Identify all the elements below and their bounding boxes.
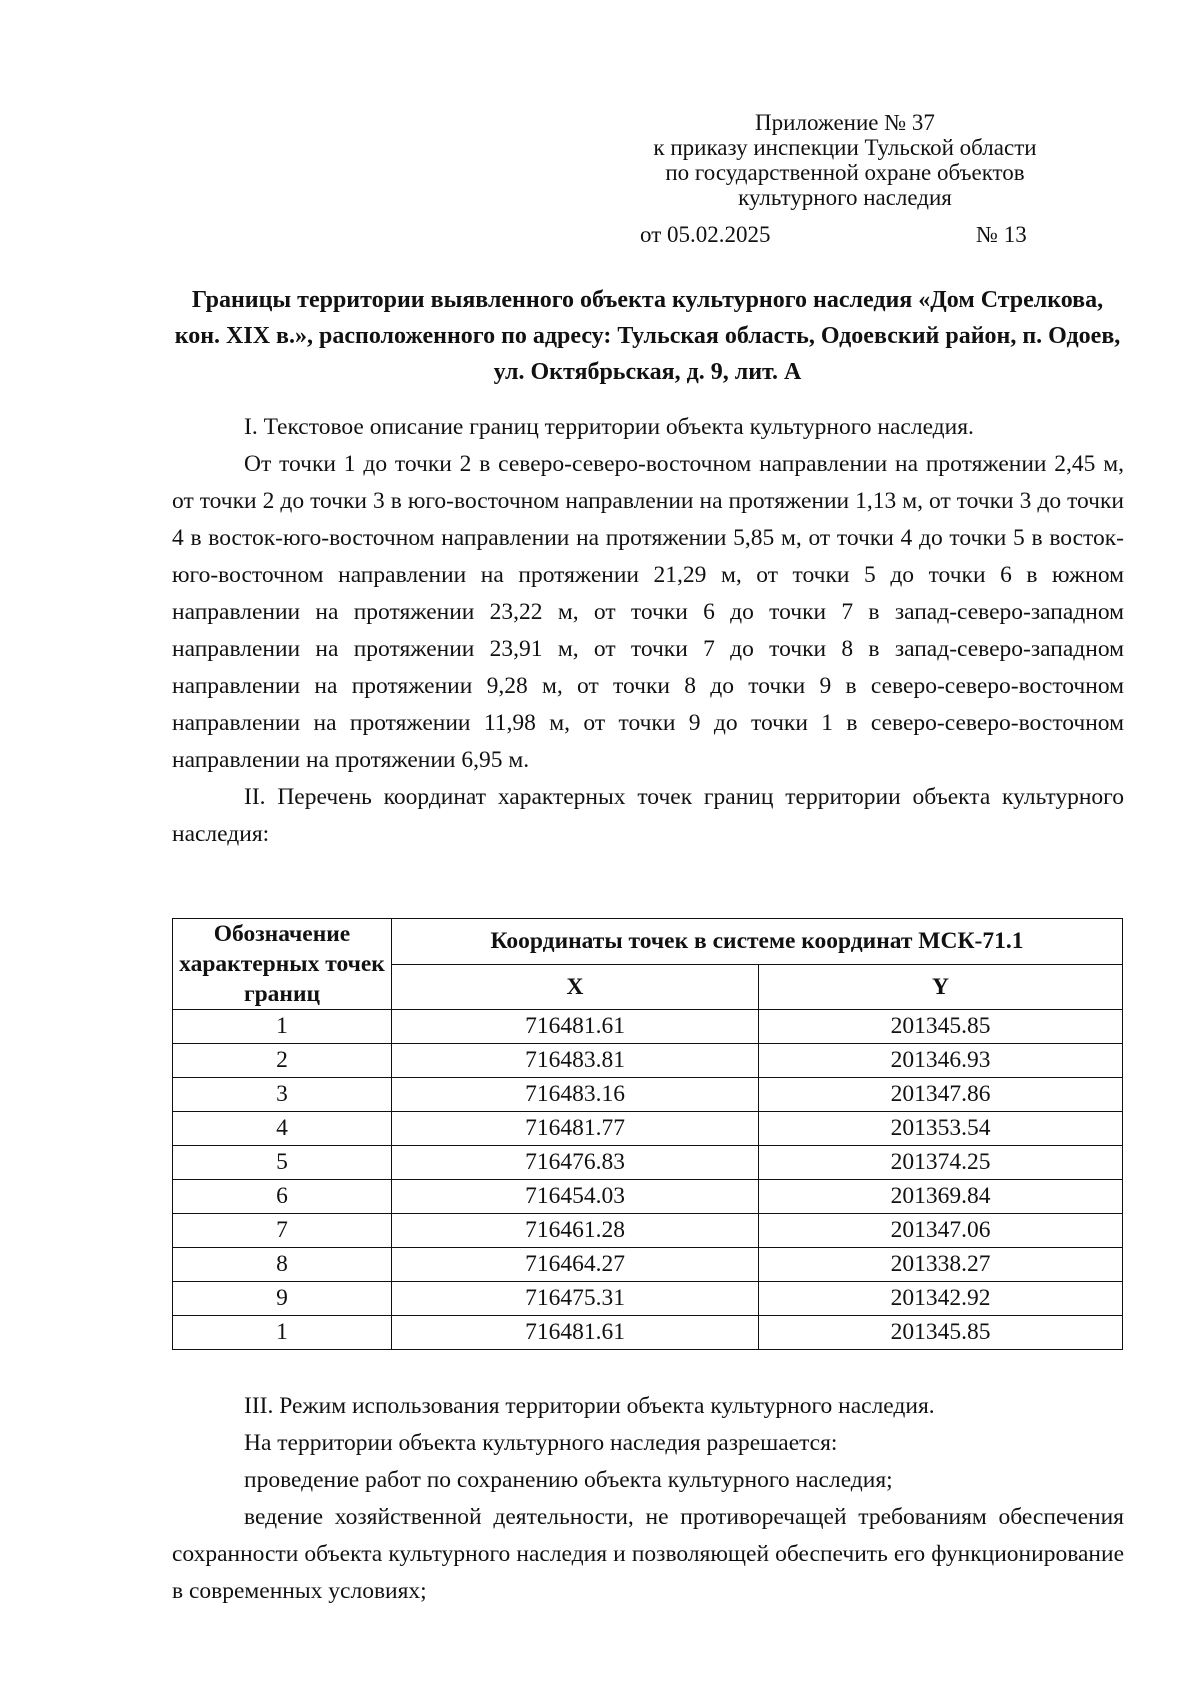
table-row	[173, 1214, 1123, 1248]
x-header: X	[392, 964, 759, 1010]
table-row	[173, 1282, 1123, 1316]
point-cell: 7	[173, 1214, 392, 1248]
x-cell: 716475.31	[392, 1282, 759, 1316]
y-cell: 201346.93	[759, 1044, 1123, 1078]
y-cell: 201347.86	[759, 1078, 1123, 1112]
coordinates-table	[172, 918, 1123, 1350]
appendix-line-agency: по государственной охране объектов	[665, 160, 1025, 185]
point-header: Обозначение характерных точек границ	[173, 919, 392, 1010]
y-header: Y	[759, 964, 1123, 1010]
point-cell: 8	[173, 1248, 392, 1282]
x-cell: 716481.61	[392, 1316, 759, 1350]
table-row	[173, 1146, 1123, 1180]
appendix-header	[585, 110, 1105, 210]
x-cell: 716481.77	[392, 1112, 759, 1146]
y-cell: 201338.27	[759, 1248, 1123, 1282]
point-cell: 1	[173, 1316, 392, 1350]
y-cell: 201353.54	[759, 1112, 1123, 1146]
section-3	[172, 1388, 1124, 1610]
point-cell: 6	[173, 1180, 392, 1214]
point-cell: 9	[173, 1282, 392, 1316]
point-cell: 4	[173, 1112, 392, 1146]
coords-header: Координаты точек в системе координат МСК-71.1	[392, 919, 1123, 965]
y-cell: 201342.92	[759, 1282, 1123, 1316]
x-cell: 716454.03	[392, 1180, 759, 1214]
section-2-heading: II. Перечень координат характерных точек границ территории объекта культурного наследия:	[172, 784, 1124, 847]
x-cell: 716461.28	[392, 1214, 759, 1248]
x-cell: 716464.27	[392, 1248, 759, 1282]
order-date: от 05.02.2025	[640, 222, 771, 247]
x-cell: 716476.83	[392, 1146, 759, 1180]
table-row	[173, 1044, 1123, 1078]
x-cell: 716481.61	[392, 1010, 759, 1044]
document-title: Границы территории выявленного объекта культурного наследия «Дом Стрелкова, кон. XIX в.», расположенного по адресу: Тульская область, Одоевский район, п. Одоев, ул. Октябрьская, д. 9, лит. А	[174, 287, 1121, 385]
x-cell: 716483.81	[392, 1044, 759, 1078]
y-cell: 201347.06	[759, 1214, 1123, 1248]
section-1-text: От точки 1 до точки 2 в северо-северо-восточном направлении на протяжении 2,45 м, от точки 2 до точки 3 в юго-восточном направлении на протяжении 1,13 м, от точки 3 до точки 4 в восток-юго-восточном направлении на протяжении 5,85 м, от точки 4 до точки 5 в восток-юго-восточном направлении на протяжении 21,29 м, от точки 5 до точки 6 в южном направлении на протяжении 23,22 м, от точки 6 до точки 7 в запад-северо-западном направлении на протяжении 23,91 м, от точки 7 до точки 8 в запад-северо-западном направлении на протяжении 9,28 м, от точки 8 до точки 9 в северо-северо-восточном направлении на протяжении 11,98 м, от точки 9 до точки 1 в северо-северо-восточном направлении на протяжении 6,95 м.	[172, 451, 1124, 773]
point-cell: 5	[173, 1146, 392, 1180]
table-row	[173, 1316, 1123, 1350]
table-row	[173, 1248, 1123, 1282]
y-cell: 201345.85	[759, 1316, 1123, 1350]
order-number: № 13	[976, 222, 1027, 247]
section-3-allowed-intro: На территории объекта культурного наследия разрешается:	[244, 1430, 838, 1456]
point-cell: 2	[173, 1044, 392, 1078]
section-1-heading: I. Текстовое описание границ территории объекта культурного наследия.	[244, 414, 974, 440]
appendix-line-heritage: культурного наследия	[738, 185, 952, 210]
table-row	[173, 1078, 1123, 1112]
table-row	[173, 1112, 1123, 1146]
table-row	[173, 1010, 1123, 1044]
y-cell: 201345.85	[759, 1010, 1123, 1044]
section-3-heading: III. Режим использования территории объекта культурного наследия.	[244, 1393, 935, 1419]
point-cell: 1	[173, 1010, 392, 1044]
x-cell: 716483.16	[392, 1078, 759, 1112]
section-3-item-1: проведение работ по сохранению объекта культурного наследия;	[244, 1467, 893, 1493]
point-cell: 3	[173, 1078, 392, 1112]
section-3-item-2: ведение хозяйственной деятельности, не противоречащей требованиям обеспечения сохранности объекта культурного наследия и позволяющей обеспечить его функционирование в современных условиях;	[172, 1504, 1124, 1604]
section-1	[172, 409, 1124, 853]
y-cell: 201369.84	[759, 1180, 1123, 1214]
y-cell: 201374.25	[759, 1146, 1123, 1180]
table-row	[173, 1180, 1123, 1214]
appendix-line-order: к приказу инспекции Тульской области	[653, 135, 1037, 160]
appendix-number: Приложение № 37	[755, 110, 935, 135]
